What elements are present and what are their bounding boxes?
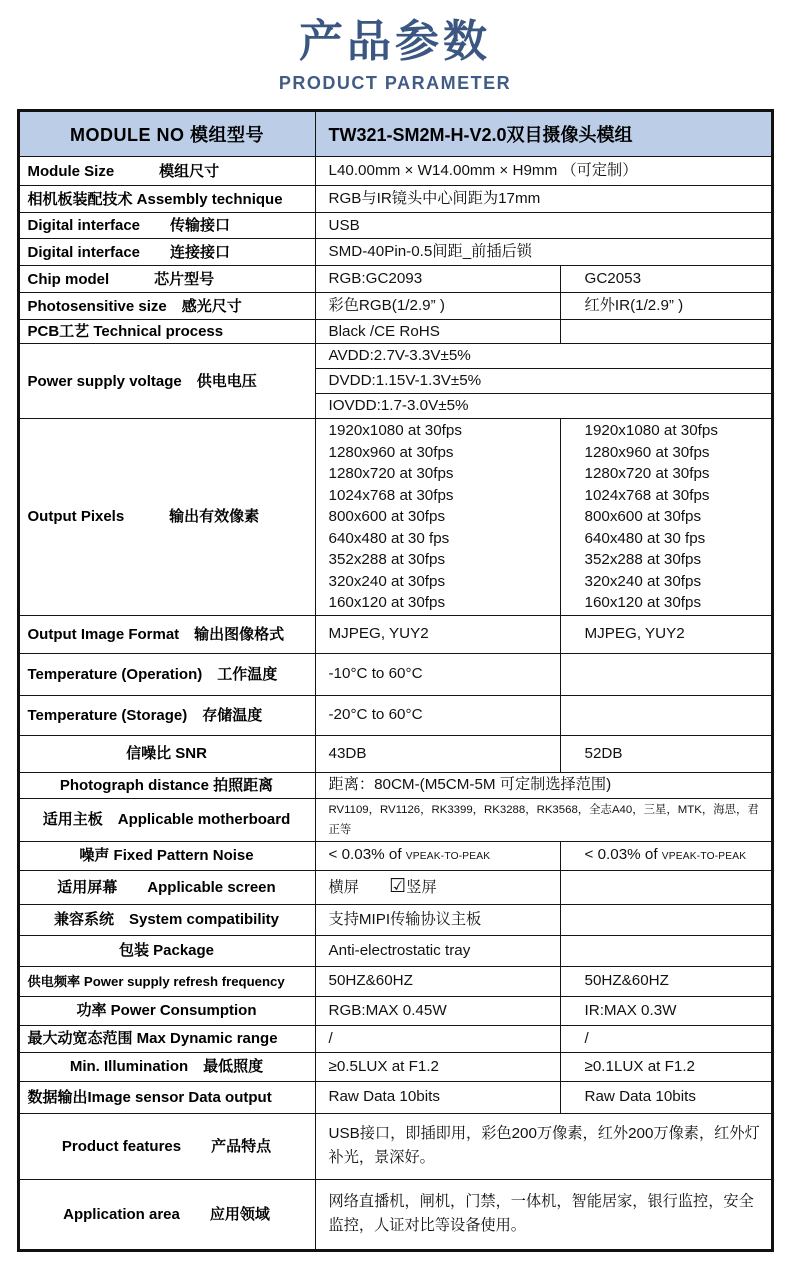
package-label: 包装 Package xyxy=(18,935,315,966)
resolution-line: 1280x960 at 30fps xyxy=(584,443,710,461)
resolution-line: 320x240 at 30fps xyxy=(584,572,702,590)
table-header-row xyxy=(18,111,772,157)
system-compatibility-value-2 xyxy=(560,904,772,935)
resolution-line: 1920x1080 at 30fps xyxy=(584,422,718,439)
resolution-line: 1280x960 at 30fps xyxy=(328,443,454,461)
applicable-screen-value-1 xyxy=(315,870,560,904)
power-consumption-value-2: IR:MAX 0.3W xyxy=(560,996,772,1025)
power-supply-refresh-frequency-value-2: 50HZ&60HZ xyxy=(560,966,772,996)
table-row-power-supply-voltage xyxy=(18,344,772,369)
table-row-applicable-screen xyxy=(18,870,772,904)
table-row-application-area xyxy=(18,1179,772,1250)
resolution-line: 1024x768 at 30fps xyxy=(328,486,454,504)
text-part: < 0.03% of xyxy=(328,845,406,863)
resolution-line: 1280x720 at 30fps xyxy=(584,465,710,482)
applicable-motherboard-value: RV1109，RV1126，RK3399，RK3288，RK3568，全志A40，三星，MTK，海思，君正等 xyxy=(315,798,772,841)
table-row-assembly-technique xyxy=(18,186,772,213)
power-supply-voltage-value-1: AVDD:2.7V-3.3V±5% xyxy=(315,344,772,369)
table-row-temperature-storage xyxy=(18,695,772,735)
resolution-line: 352x288 at 30fps xyxy=(584,551,702,568)
digital-interface-connector-value: SMD-40Pin-0.5间距_前插后锁 xyxy=(315,239,772,266)
resolution-line: 1024x768 at 30fps xyxy=(584,486,710,504)
resolution-line: 160x120 at 30fps xyxy=(328,594,446,611)
table-row-digital-interface-connector xyxy=(18,239,772,266)
table-row-min-illumination xyxy=(18,1052,772,1081)
assembly-technique-value: RGB与IR镜头中心间距为17mm xyxy=(315,186,772,213)
snr-value-2: 52DB xyxy=(560,735,772,772)
fixed-pattern-noise-value-2 xyxy=(560,841,772,870)
resolution-line: 800x600 at 30fps xyxy=(584,508,702,525)
temperature-storage-label: Temperature (Storage) 存储温度 xyxy=(18,695,315,735)
module-model-header: TW321-SM2M-H-V2.0双目摄像头模组 xyxy=(315,111,772,157)
digital-interface-transfer-label: Digital interface 传输接口 xyxy=(18,213,315,239)
table-row-pcb-process xyxy=(18,320,772,344)
package-value-1: Anti-electrostatic tray xyxy=(315,935,560,966)
table-row-image-sensor-data-output xyxy=(18,1081,772,1113)
table-row-product-features xyxy=(18,1113,772,1179)
table-row-temperature-operation xyxy=(18,653,772,695)
pcb-process-label: PCB工艺 Technical process xyxy=(18,320,315,344)
text-part: 竖屏 xyxy=(406,878,437,896)
output-image-format-value-1: MJPEG, YUY2 xyxy=(315,615,560,653)
power-supply-refresh-frequency-value-1: 50HZ&60HZ xyxy=(315,966,560,996)
chip-model-label: Chip model 芯片型号 xyxy=(18,266,315,293)
table-row-max-dynamic-range xyxy=(18,1025,772,1052)
assembly-technique-label: 相机板装配技术 Assembly technique xyxy=(18,186,315,213)
table-row-system-compatibility xyxy=(18,904,772,935)
snr-value-1: 43DB xyxy=(315,735,560,772)
table-row-output-pixels xyxy=(18,419,772,616)
max-dynamic-range-value-1: / xyxy=(315,1025,560,1052)
table-row-power-consumption xyxy=(18,996,772,1025)
fixed-pattern-noise-value-1 xyxy=(315,841,560,870)
max-dynamic-range-label: 最大动宽态范围 Max Dynamic range xyxy=(18,1025,315,1052)
table-row-power-supply-refresh-frequency xyxy=(18,966,772,996)
power-supply-voltage-value-2: DVDD:1.15V-1.3V±5% xyxy=(315,369,772,394)
output-image-format-value-2: MJPEG, YUY2 xyxy=(560,615,772,653)
power-supply-refresh-frequency-label: 供电频率 Power supply refresh frequency xyxy=(18,966,315,996)
application-area-label: Application area 应用领域 xyxy=(18,1179,315,1250)
product-features-value: USB接口，即插即用，彩色200万像素，红外200万像素，红外灯补光，景深好。 xyxy=(315,1113,772,1179)
resolution-line: 160x120 at 30fps xyxy=(584,594,702,611)
output-pixels-value-1 xyxy=(315,419,560,616)
image-sensor-data-output-value-1: Raw Data 10bits xyxy=(315,1081,560,1113)
system-compatibility-label: 兼容系统 System compatibility xyxy=(18,904,315,935)
page-title: 产品参数 xyxy=(299,17,491,66)
output-image-format-label: Output Image Format 输出图像格式 xyxy=(18,615,315,653)
table-row-module-size xyxy=(18,157,772,186)
min-illumination-value-2: ≥0.1LUX at F1.2 xyxy=(560,1052,772,1081)
temperature-operation-value-2 xyxy=(560,653,772,695)
text-part: 横屏 xyxy=(328,878,390,896)
spec-table xyxy=(17,109,774,1252)
digital-interface-transfer-value: USB xyxy=(315,213,772,239)
table-row-chip-model xyxy=(18,266,772,293)
output-pixels-label: Output Pixels 输出有效像素 xyxy=(18,419,315,616)
pcb-process-value-1: Black /CE RoHS xyxy=(315,320,560,344)
table-row-package xyxy=(18,935,772,966)
applicable-screen-label: 适用屏幕 Applicable screen xyxy=(18,870,315,904)
digital-interface-connector-label: Digital interface 连接接口 xyxy=(18,239,315,266)
image-sensor-data-output-label: 数据输出Image sensor Data output xyxy=(18,1081,315,1113)
image-sensor-data-output-value-2: Raw Data 10bits xyxy=(560,1081,772,1113)
resolution-line: 640x480 at 30 fps xyxy=(584,529,706,547)
temperature-storage-value-1: -20°C to 60°C xyxy=(315,695,560,735)
text-part: < 0.03% of xyxy=(584,845,662,863)
checked-checkbox-icon: ☑ xyxy=(389,875,407,897)
photograph-distance-value: 距离：80CM-(M5CM-5M 可定制选择范围) xyxy=(315,772,772,798)
resolution-line: 640x480 at 30 fps xyxy=(328,529,450,547)
output-pixels-value-2 xyxy=(560,419,772,616)
min-illumination-label: Min. Illumination 最低照度 xyxy=(18,1052,315,1081)
pcb-process-value-2 xyxy=(560,320,772,344)
temperature-storage-value-2 xyxy=(560,695,772,735)
fixed-pattern-noise-label: 噪声 Fixed Pattern Noise xyxy=(18,841,315,870)
resolution-line: 352x288 at 30fps xyxy=(328,551,446,568)
photosensitive-size-value-1: 彩色RGB(1/2.9” ) xyxy=(315,293,560,320)
table-row-photograph-distance xyxy=(18,772,772,798)
resolution-line: 1280x720 at 30fps xyxy=(328,465,454,482)
text-part: VPEAK-TO-PEAK xyxy=(405,850,491,862)
photosensitive-size-value-2: 红外IR(1/2.9” ) xyxy=(560,293,772,320)
chip-model-value-2: GC2053 xyxy=(560,266,772,293)
page-subtitle: PRODUCT PARAMETER xyxy=(278,73,512,93)
table-row-digital-interface-transfer xyxy=(18,213,772,239)
applicable-motherboard-label: 适用主板 Applicable motherboard xyxy=(18,798,315,841)
applicable-screen-value-2 xyxy=(560,870,772,904)
table-row-output-image-format xyxy=(18,615,772,653)
table-row-applicable-motherboard xyxy=(18,798,772,841)
product-features-label: Product features 产品特点 xyxy=(18,1113,315,1179)
power-consumption-label: 功率 Power Consumption xyxy=(18,996,315,1025)
chip-model-value-1: RGB:GC2093 xyxy=(315,266,560,293)
photograph-distance-label: Photograph distance 拍照距离 xyxy=(18,772,315,798)
resolution-line: 320x240 at 30fps xyxy=(328,572,446,590)
max-dynamic-range-value-2: / xyxy=(560,1025,772,1052)
module-size-value: L40.00mm × W14.00mm × H9mm （可定制） xyxy=(315,157,772,186)
min-illumination-value-1: ≥0.5LUX at F1.2 xyxy=(315,1052,560,1081)
table-row-snr xyxy=(18,735,772,772)
module-size-label: Module Size 模组尺寸 xyxy=(18,157,315,186)
temperature-operation-value-1: -10°C to 60°C xyxy=(315,653,560,695)
page-header xyxy=(0,0,790,94)
snr-label: 信噪比 SNR xyxy=(18,735,315,772)
resolution-line: 1920x1080 at 30fps xyxy=(328,422,462,439)
system-compatibility-value-1: 支持MIPI传输协议主板 xyxy=(315,904,560,935)
text-part: VPEAK-TO-PEAK xyxy=(661,850,747,862)
temperature-operation-label: Temperature (Operation) 工作温度 xyxy=(18,653,315,695)
package-value-2 xyxy=(560,935,772,966)
power-consumption-value-1: RGB:MAX 0.45W xyxy=(315,996,560,1025)
application-area-value: 网络直播机，闸机，门禁，一体机，智能居家，银行监控，安全监控，人证对比等设备使用。 xyxy=(315,1179,772,1250)
table-row-fixed-pattern-noise xyxy=(18,841,772,870)
resolution-line: 800x600 at 30fps xyxy=(328,508,446,525)
photosensitive-size-label: Photosensitive size 感光尺寸 xyxy=(18,293,315,320)
power-supply-voltage-value-3: IOVDD:1.7-3.0V±5% xyxy=(315,394,772,419)
table-row-photosensitive-size xyxy=(18,293,772,320)
module-no-header: MODULE NO 模组型号 xyxy=(18,111,315,157)
spec-table-body xyxy=(18,157,772,1251)
power-supply-voltage-label: Power supply voltage 供电电压 xyxy=(18,344,315,419)
